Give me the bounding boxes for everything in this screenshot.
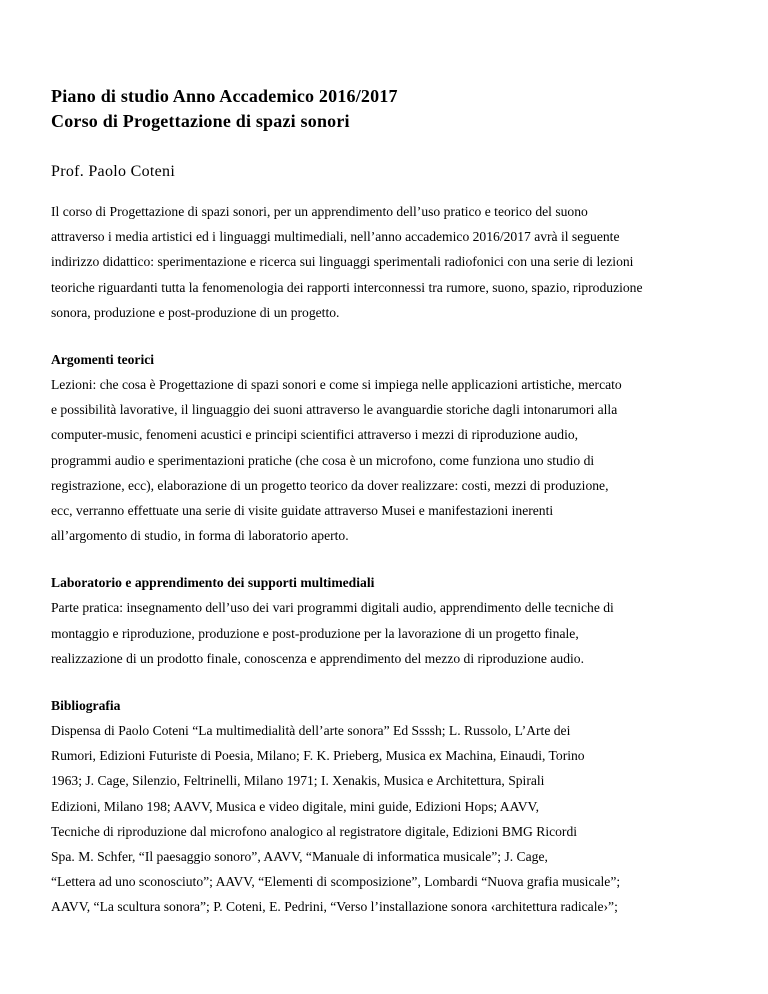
paragraph-line: Edizioni, Milano 198; AAVV, Musica e video digitale, mini guide, Edizioni Hops; AAVV, (51, 798, 539, 814)
paragraph-line: Lezioni: che cosa è Progettazione di spazi sonori e come si impiega nelle applicazioni artistiche, mercato (51, 377, 622, 393)
intro-paragraph (51, 199, 727, 325)
section-paragraph (51, 595, 727, 671)
document-page (51, 84, 727, 920)
paragraph-line: indirizzo didattico: sperimentazione e ricerca sui linguaggi sperimentali radiofonici con una serie di lezioni (51, 254, 634, 270)
paragraph-line: all’argomento di studio, in forma di laboratorio aperto. (51, 528, 349, 544)
paragraph-line: sonora, produzione e post-produzione di un progetto. (51, 304, 340, 320)
paragraph-line: AAVV, “La scultura sonora”; P. Coteni, E. Pedrini, “Verso l’installazione sonora ‹architettura radicale›”; (51, 899, 618, 915)
section-bibliografia (51, 693, 727, 920)
paragraph-line: e possibilità lavorative, il linguaggio dei suoni attraverso le avanguardie storiche dagli intonarumori alla (51, 402, 618, 418)
section-argomenti-teorici (51, 347, 727, 548)
subtitle-line: Corso di Progettazione di spazi sonori (51, 111, 350, 131)
section-heading: Laboratorio e apprendimento dei supporti multimediali (51, 575, 375, 591)
author-name: Prof. Paolo Coteni (51, 163, 176, 180)
paragraph-line: teoriche riguardanti tutta la fenomenologia dei rapporti interconnessi tra rumore, suono, spazio, riproduzione (51, 279, 643, 295)
paragraph-line: ecc, verranno effettuate una serie di visite guidate attraverso Musei e manifestazioni inerenti (51, 503, 554, 519)
document-title (51, 84, 727, 134)
section-paragraph (51, 718, 727, 920)
paragraph-line: registrazione, ecc), elaborazione di un progetto teorico da dover realizzare: costi, mezzi di produzione, (51, 477, 609, 493)
paragraph-line: realizzazione di un prodotto finale, conoscenza e apprendimento del mezzo di riproduzione audio. (51, 650, 584, 666)
section-paragraph (51, 372, 727, 548)
paragraph-line: Dispensa di Paolo Coteni “La multimedialità dell’arte sonora” Ed Ssssh; L. Russolo, L’Arte dei (51, 723, 571, 739)
section-heading: Bibliografia (51, 698, 121, 714)
section-heading: Argomenti teorici (51, 352, 155, 368)
paragraph-line: “Lettera ad uno sconosciuto”; AAVV, “Elementi di scomposizione”, Lombardi “Nuova grafia musicale”; (51, 874, 621, 890)
section-laboratorio (51, 570, 727, 671)
paragraph-line: montaggio e riproduzione, produzione e post-produzione per la lavorazione di un progetto finale, (51, 625, 579, 641)
paragraph-line: Tecniche di riproduzione dal microfono analogico al registratore digitale, Edizioni BMG Ricordi (51, 823, 578, 839)
title-line: Piano di studio Anno Accademico 2016/2017 (51, 86, 398, 106)
paragraph-line: computer-music, fenomeni acustici e principi scientifici attraverso i mezzi di riproduzione audio, (51, 427, 579, 443)
paragraph-line: programmi audio e sperimentazioni pratiche (che cosa è un microfono, come funziona uno studio di (51, 452, 595, 468)
paragraph-line: Parte pratica: insegnamento dell’uso dei vari programmi digitali audio, apprendimento delle tecniche di (51, 600, 614, 616)
paragraph-line: Rumori, Edizioni Futuriste di Poesia, Milano; F. K. Prieberg, Musica ex Machina, Einaudi, Torino (51, 748, 585, 764)
paragraph-line: attraverso i media artistici ed i linguaggi multimediali, nell’anno accademico 2016/2017 avrà il seguente (51, 229, 620, 245)
paragraph-line: Il corso di Progettazione di spazi sonori, per un apprendimento dell’uso pratico e teorico del suono (51, 204, 588, 219)
paragraph-line: 1963; J. Cage, Silenzio, Feltrinelli, Milano 1971; I. Xenakis, Musica e Architettura, Spirali (51, 773, 545, 789)
paragraph-line: Spa. M. Schfer, “Il paesaggio sonoro”, AAVV, “Manuale di informatica musicale”; J. Cage, (51, 849, 548, 865)
